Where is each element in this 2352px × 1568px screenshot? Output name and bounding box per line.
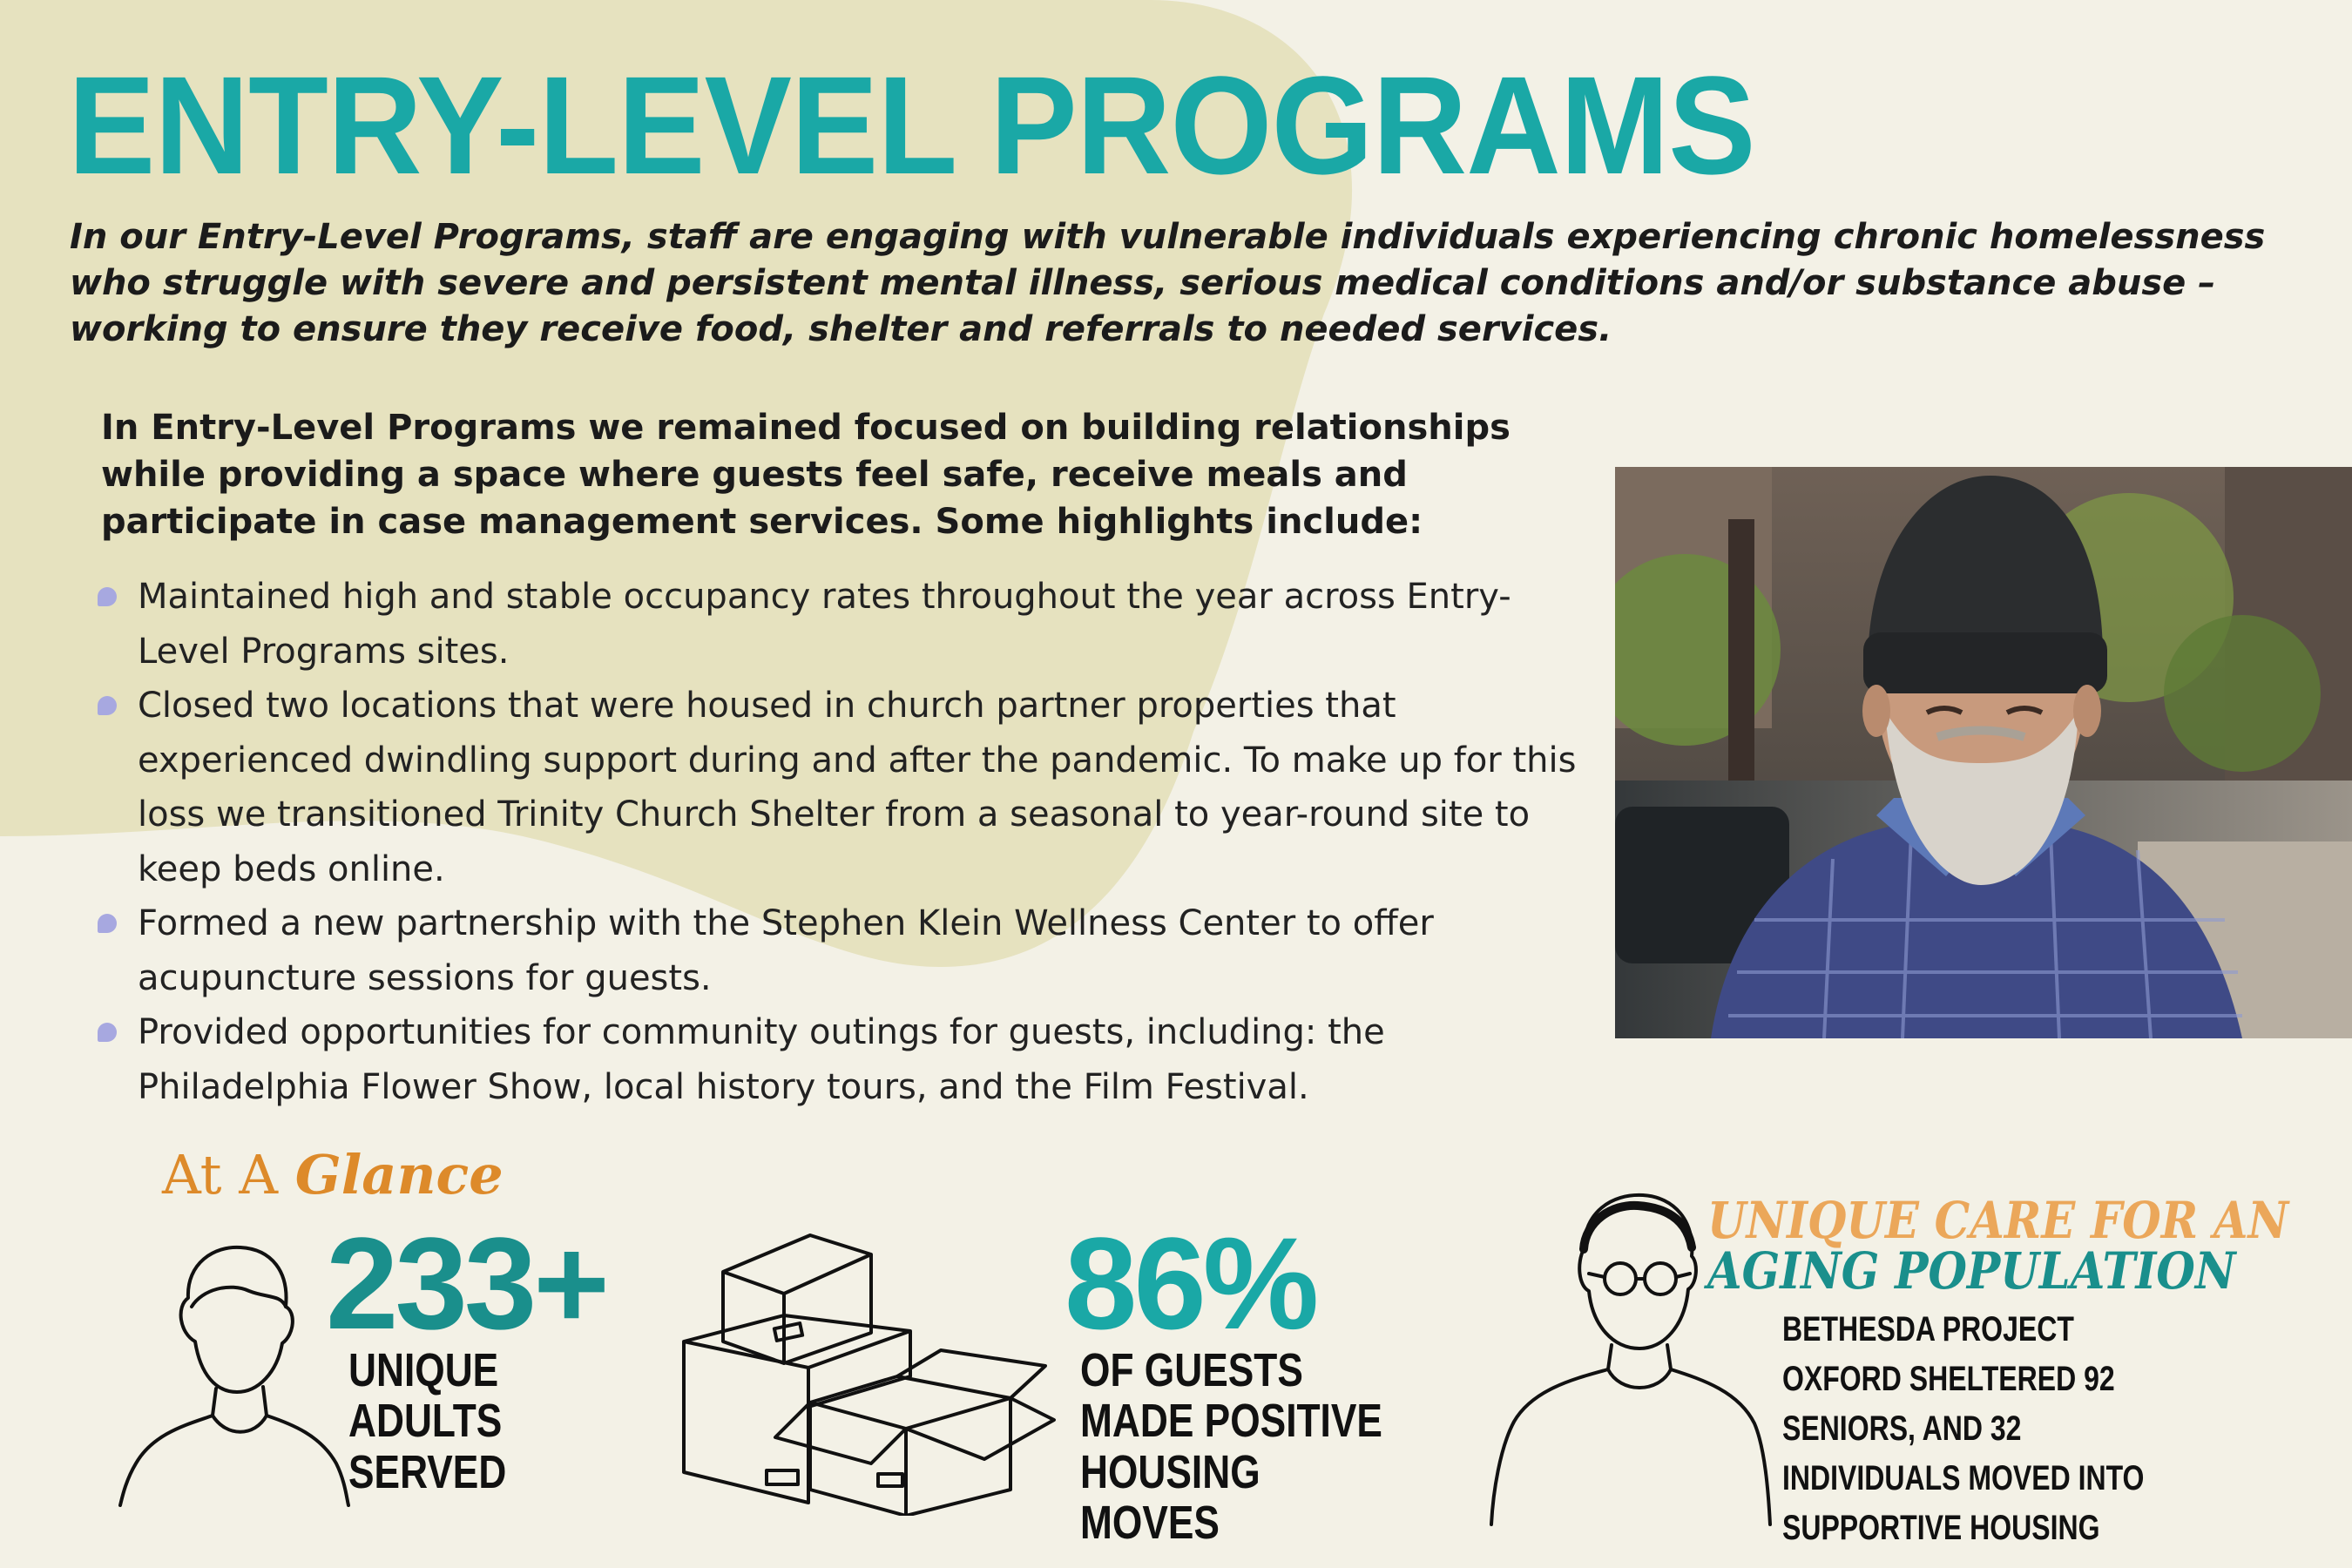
moving-boxes-icon (679, 1220, 1063, 1516)
stat-unique-adults-label: UNIQUE ADULTS SERVED (348, 1344, 507, 1498)
page-title: ENTRY-LEVEL PROGRAMS (68, 47, 1755, 203)
highlights-list (96, 570, 1585, 1114)
lead-paragraph: In Entry-Level Programs we remained focused on building relationships while providing a space where guests feel safe, receive meals and participate in case management services. Some highlights include: (101, 408, 1511, 542)
bullet-dot (98, 1023, 117, 1042)
aging-population-heading (1707, 1191, 2289, 1301)
highlight-item (96, 570, 1585, 679)
highlight-text: Closed two locations that were housed in church partner properties that experienced dwindling support during and after the pandemic. To make up for this loss we transitioned Trinity Church Shelter from a seasonal to year-round site to keep beds online. (138, 686, 1577, 889)
highlight-text: Provided opportunities for community outings for guests, including: the Philadelphia Flower Show, local history tours, and the Film Festival. (138, 1012, 1385, 1107)
intro-text: In our Entry-Level Programs, staff are engaging with vulnerable individuals experiencing chronic homelessness who struggle with severe and persistent mental illness, serious medical conditions and/or substance abuse – working to ensure they receive food, shelter and referrals to needed services. (70, 217, 2266, 349)
highlight-item (96, 896, 1585, 1005)
glance-title-plain: At A (162, 1143, 295, 1206)
stat-unique-adults-value: 233+ (326, 1210, 606, 1356)
aging-title-line1: UNIQUE CARE FOR AN (1707, 1191, 2289, 1250)
highlight-item (96, 1005, 1585, 1114)
glance-title-italic: Glance (294, 1143, 504, 1206)
at-a-glance-heading (162, 1143, 504, 1206)
portrait-photo (1615, 467, 2352, 1038)
aging-population-text: BETHESDA PROJECT OXFORD SHELTERED 92 SENIORS, AND 32 INDIVIDUALS MOVED INTO SUPPORTIVE HOUSING (1782, 1310, 2145, 1547)
bullet-dot (98, 914, 117, 933)
bullet-dot (98, 587, 117, 606)
highlight-text: Formed a new partnership with the Stephen Klein Wellness Center to offer acupuncture sessions for guests. (138, 903, 1434, 998)
bullet-dot (98, 696, 117, 715)
stat-housing-moves-label: OF GUESTS MADE POSITIVE HOUSING MOVES (1080, 1344, 1382, 1549)
person-outline-icon (118, 1237, 354, 1507)
highlight-text: Maintained high and stable occupancy rates throughout the year across Entry-Level Programs sites. (138, 577, 1511, 672)
stat-housing-moves-value: 86% (1064, 1210, 1316, 1356)
highlight-item (96, 679, 1585, 896)
aging-title-line2: AGING POPULATION (1707, 1241, 2236, 1301)
